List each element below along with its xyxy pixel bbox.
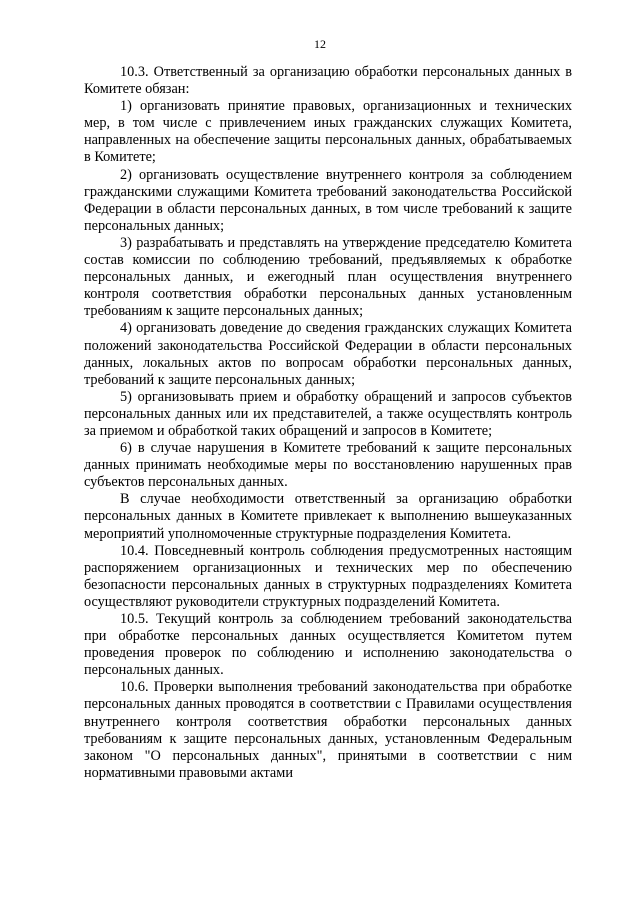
paragraph-item-1: 1) организовать принятие правовых, организационных и технических мер, в том числе с привлечением иных гражданских служащих Комитета, направленных на обеспечение защиты персональных данных, обрабатываемых в Комитете; [84, 98, 572, 166]
paragraph-10-5: 10.5. Текущий контроль за соблюдением требований законодательства при обработке персональных данных осуществляется Комитетом путем проведения проверок по соблюдению и исполнению законодательства о персональных данных. [84, 611, 572, 679]
page-number: 12 [314, 37, 326, 51]
paragraph-10-6: 10.6. Проверки выполнения требований законодательства при обработке персональных данных проводятся в соответствии с Правилами осуществления внутреннего контроля соответствия обработки персональных данных требованиям к защите персональных данных, установленным Федеральным законом "О персональных данных", принятыми в соответствии с ним нормативными правовыми актами [84, 679, 572, 781]
paragraph-10-3: 10.3. Ответственный за организацию обработки персональных данных в Комитете обязан: [84, 64, 572, 98]
paragraph-item-3: 3) разрабатывать и представлять на утверждение председателю Комитета состав комиссии по соблюдению требований, предъявляемых к обработке персональных данных, и ежегодный план осуществления внутреннего контроля соответствия обработки персональных данных установленным требованиям к защите персональных данных; [84, 234, 572, 320]
document-body [84, 64, 572, 782]
paragraph-item-5: 5) организовывать прием и обработку обращений и запросов субъектов персональных данных или их представителей, а также осуществлять контроль за приемом и обработкой таких обращений и запросов в Комитете; [84, 388, 572, 439]
paragraph-10-4: 10.4. Повседневный контроль соблюдения предусмотренных настоящим распоряжением организационных и технических мер по обеспечению безопасности персональных данных в структурных подразделениях Комитета осуществляют руководители структурных подразделений Комитета. [84, 542, 572, 610]
paragraph-item-2: 2) организовать осуществление внутреннего контроля за соблюдением гражданскими служащими Комитета требований законодательства Российской Федерации в области персональных данных, в том числе требований к защите персональных данных; [84, 166, 572, 234]
paragraph-necessity: В случае необходимости ответственный за организацию обработки персональных данных в Комитете привлекает к выполнению вышеуказанных мероприятий уполномоченные структурные подразделения Комитета. [84, 491, 572, 542]
paragraph-item-4: 4) организовать доведение до сведения гражданских служащих Комитета положений законодательства Российской Федерации в области персональных данных, локальных актов по вопросам обработки персональных данных, требований к защите персональных данных; [84, 320, 572, 388]
paragraph-item-6: 6) в случае нарушения в Комитете требований к защите персональных данных принимать необходимые меры по восстановлению нарушенных прав субъектов персональных данных. [84, 440, 572, 491]
